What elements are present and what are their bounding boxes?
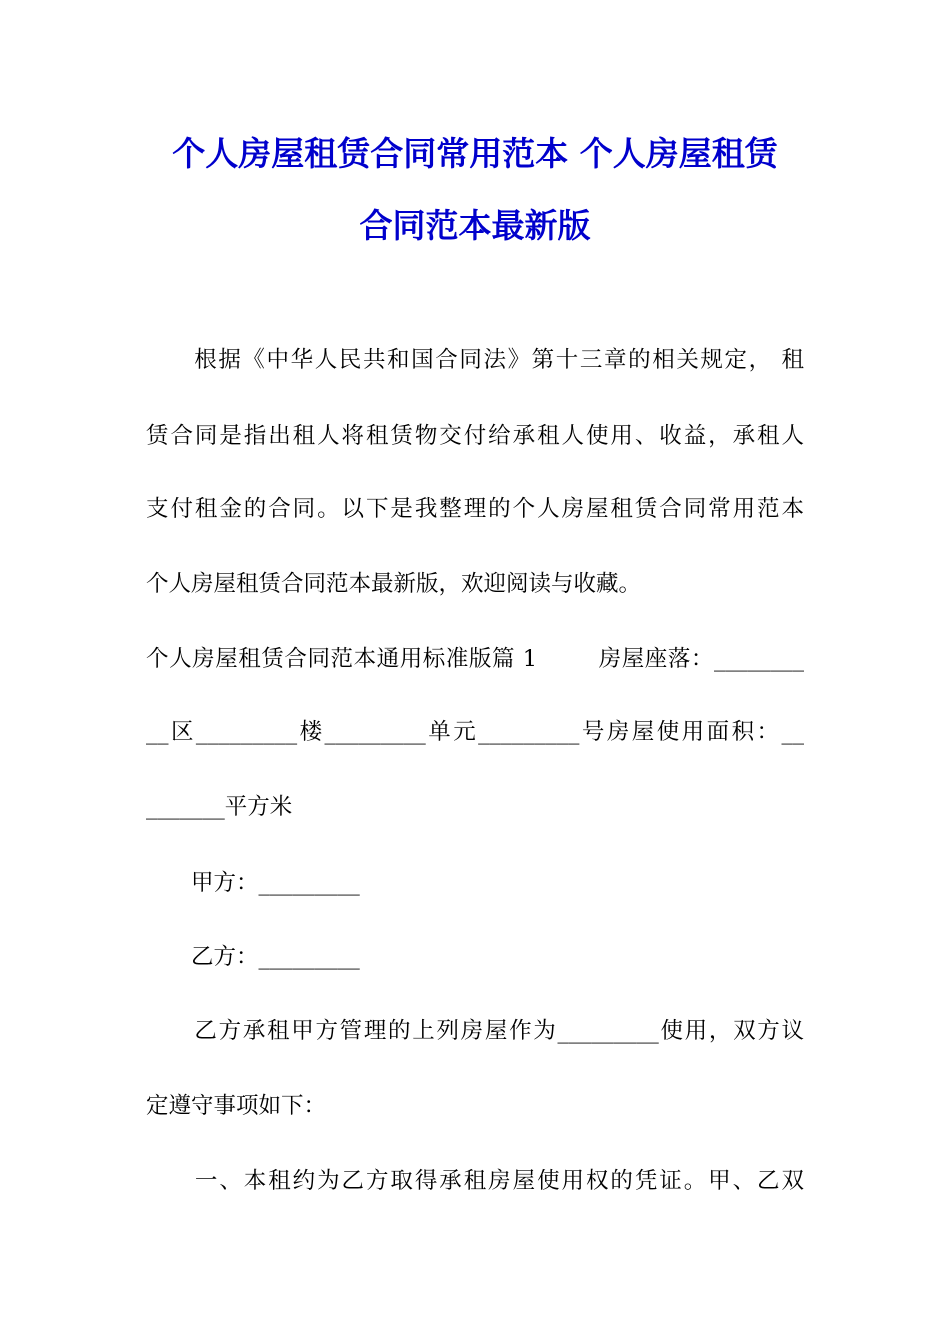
body-line-1: 根据《中华人民共和国合同法》第十三章的相关规定， 租: [146, 347, 804, 373]
body-line-5: 个人房屋租赁合同范本通用标准版篇 1 房屋座落：________: [146, 646, 804, 672]
body-line-6: __区_________楼_________单元_________号房屋使用面积：__: [146, 719, 804, 745]
body-line-10: 乙方承租甲方管理的上列房屋作为_________使用，双方议: [146, 1018, 804, 1044]
document-title-line-1: 个人房屋租赁合同常用范本 个人房屋租赁: [172, 134, 778, 173]
body-line-3: 支付租金的合同。以下是我整理的个人房屋租赁合同常用范本: [146, 496, 804, 522]
body-line-9: 乙方：_________: [146, 944, 360, 970]
document-title-line-2: 合同范本最新版: [359, 206, 591, 245]
body-line-11: 定遵守事项如下：: [146, 1093, 327, 1119]
body-line-4: 个人房屋租赁合同范本最新版，欢迎阅读与收藏。: [146, 571, 642, 597]
body-line-8: 甲方：_________: [146, 870, 360, 896]
body-line-2: 赁合同是指出租人将租赁物交付给承租人使用、收益，承租人: [146, 423, 804, 449]
body-line-12: 一、本租约为乙方取得承租房屋使用权的凭证。甲、乙双: [146, 1168, 804, 1194]
body-line-7: _______平方米: [146, 794, 293, 820]
